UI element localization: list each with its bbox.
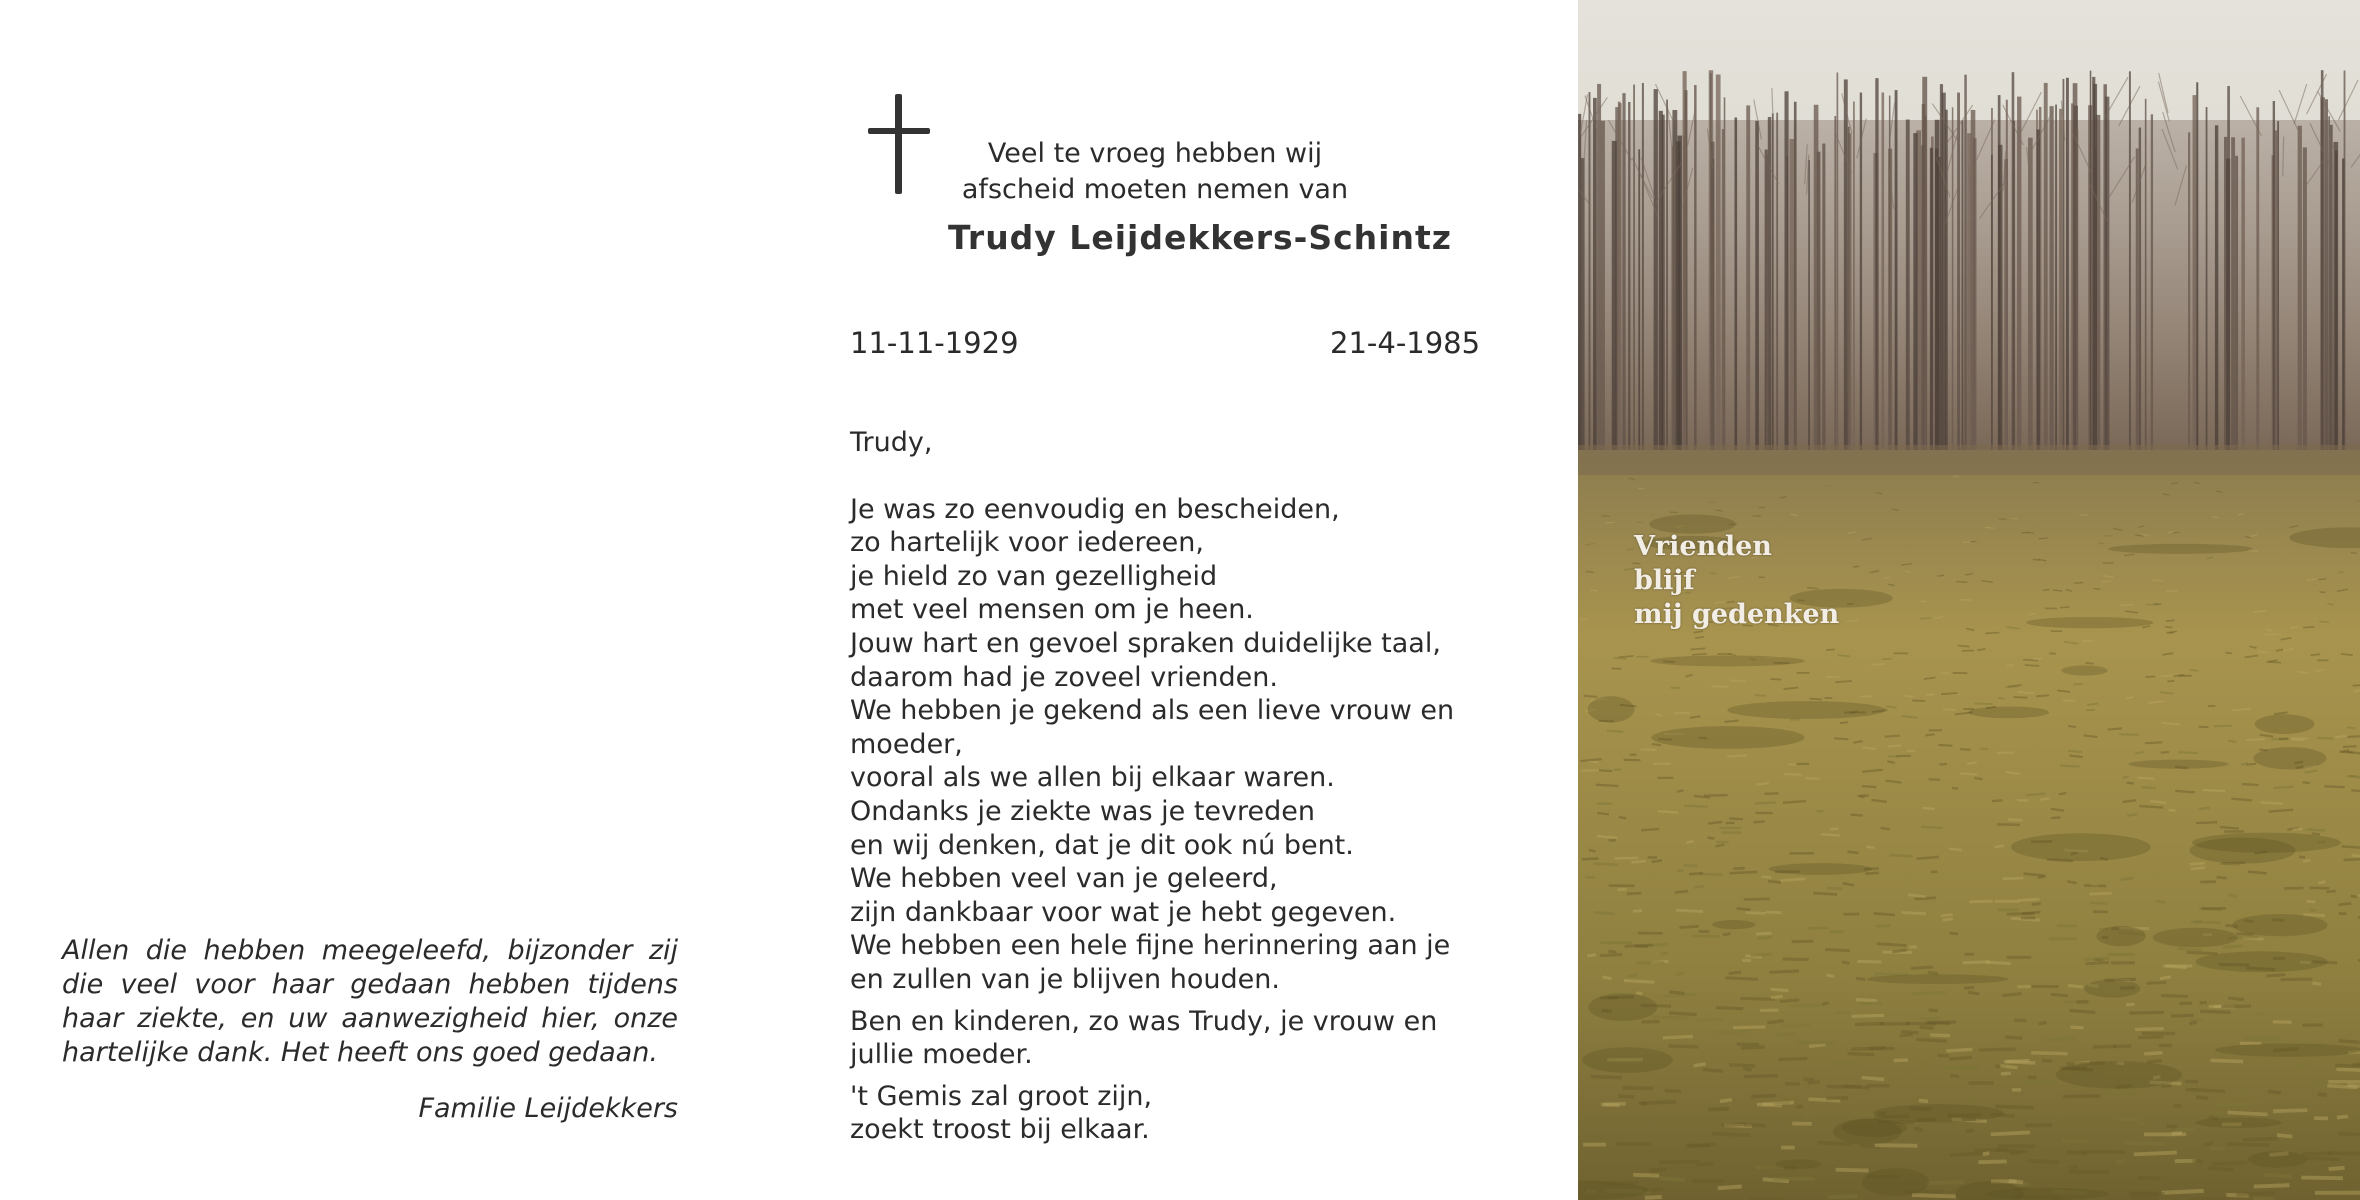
intro-line: afscheid moeten nemen van [961, 174, 1349, 205]
caption-line: Vrienden [1634, 531, 1772, 562]
poem-line: Ben en kinderen, zo was Trudy, je vrouw en [850, 1005, 1438, 1037]
poem-line: zijn dankbaar voor wat je hebt gegeven. [850, 896, 1397, 928]
poem-line: Je was zo eenvoudig en bescheiden, [850, 493, 1340, 525]
poem-salutation: Trudy, [850, 427, 933, 458]
landscape-photo [1578, 0, 2360, 1200]
cross-icon [868, 94, 930, 194]
poem-line: en wij denken, dat je dit ook nú bent. [850, 829, 1354, 861]
caption-line: blijf [1634, 565, 1695, 596]
poem-line: We hebben je gekend als een lieve vrouw en [850, 695, 1455, 727]
intro-line: Veel te vroeg hebben wij [987, 138, 1323, 169]
poem-line: zoekt troost bij elkaar. [850, 1114, 1150, 1146]
poem-line: Ondanks je ziekte was je tevreden [850, 795, 1315, 827]
announcement-intro [930, 136, 1380, 208]
death-date: 21-4-1985 [1330, 326, 1481, 360]
poem-line: moeder, [850, 728, 963, 760]
poem-line: je hield zo van gezelligheid [850, 560, 1218, 592]
thanks-line: die veel voor haar gedaan hebben tijdens [62, 969, 678, 1000]
poem-line: vooral als we allen bij elkaar waren. [850, 762, 1335, 794]
thanks-line: Allen die hebben meegeleefd, bijzonder zij [62, 935, 678, 966]
poem-line: en zullen van je blijven houden. [850, 963, 1280, 995]
poem-stanza [850, 1080, 1470, 1147]
poem-line: Jouw hart en gevoel spraken duidelijke taal, [850, 627, 1441, 659]
caption-line: mij gedenken [1634, 599, 1840, 630]
poem-line: 't Gemis zal groot zijn, [850, 1080, 1153, 1112]
poem-line: jullie moeder. [850, 1039, 1033, 1071]
poem [850, 426, 1470, 1155]
poem-stanza [850, 493, 1470, 997]
poem-line: daarom had je zoveel vrienden. [850, 661, 1278, 693]
poem-line: met veel mensen om je heen. [850, 594, 1254, 626]
poem-line: We hebben een hele fijne herinnering aan je [850, 930, 1451, 962]
thanks-note [62, 934, 678, 1126]
poem-line: We hebben veel van je geleerd, [850, 863, 1278, 895]
photo-caption [1634, 530, 1839, 632]
poem-stanzas [850, 493, 1470, 1147]
thanks-line: haar ziekte, en uw aanwezigheid hier, onze [62, 1003, 678, 1034]
deceased-name: Trudy Leijdekkers-Schintz [948, 218, 1452, 257]
family-signature: Familie Leijdekkers [418, 1093, 678, 1124]
thanks-line: hartelijke dank. Het heeft ons goed gedaan. [62, 1037, 658, 1068]
thanks-text [62, 934, 678, 1070]
poem-line: zo hartelijk voor iedereen, [850, 527, 1204, 559]
poem-stanza [850, 1005, 1470, 1072]
birth-date: 11-11-1929 [850, 326, 1019, 360]
